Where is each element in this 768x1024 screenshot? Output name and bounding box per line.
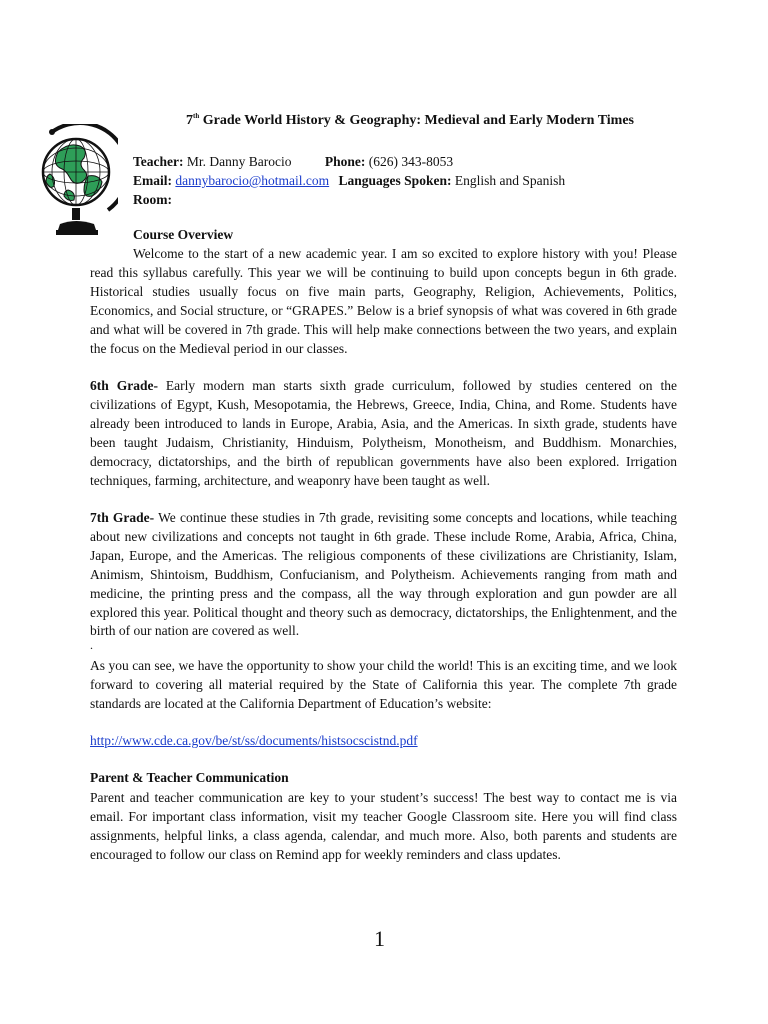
globe-icon: [38, 124, 118, 240]
course-overview-heading: Course Overview: [133, 227, 234, 242]
teacher-info: [133, 152, 565, 209]
welcome-paragraph: [90, 245, 677, 358]
teacher-row: [133, 152, 565, 171]
sixth-grade-text: Early modern man starts sixth grade curriculum, followed by studies centered on the civilizations of Egypt, Kush, Mesopotamia, the Hebrews, Greece, India, China, and Rome. Students have already been introduced to lands in Europe, Arabia, Asia, and the Americas. In sixth grade, students have been taught Judaism, Christianity, Hinduism, Polytheism, Monotheism, and Buddhism. Monarchies, democracy, dictatorships, and the birth of republican governments have also been explored. Irrigation techniques, farming, architecture, and weaponry have been taught as well.: [90, 378, 678, 488]
sixth-grade-paragraph: [90, 377, 677, 490]
world-paragraph: As you can see, we have the opportunity to show your child the world! This is an exciting time, and we look forward to covering all material required by the State of California this year. The complete 7th grade standards are located at the California Department of Education’s website:: [90, 658, 677, 711]
languages-label: Languages Spoken:: [338, 173, 452, 188]
seventh-grade-text: We continue these studies in 7th grade, revisiting some concepts and locations, while teaching about new civilizations and concepts not taught in 6th grade. These include Rome, Arabia, Africa, China, Japan, Europe, and the Americas. The religious components of these civilizations are Christianity, Islam, Animism, Shintoism, Buddhism, Confucianism, and Polytheism. Achievements ranging from math and medicine, the printing press and the compass, all the way through exploration and gun powder are all explored this year. Political thought and theory such as democracy, dictatorships, the Enlightenment, and the birth of our nation are covered as well.: [90, 510, 677, 639]
email-link[interactable]: dannybarocio@hotmail.com: [175, 173, 330, 188]
title-text: Grade World History & Geography: Medieval and Early Modern Times: [199, 113, 634, 128]
title-grade-suffix: th: [193, 112, 200, 120]
communication-heading: Parent & Teacher Communication: [90, 770, 289, 785]
room-label: Room:: [133, 192, 172, 207]
languages-value: English and Spanish: [454, 173, 566, 188]
teacher-label: Teacher:: [133, 154, 184, 169]
email-row: [133, 171, 565, 190]
communication-paragraph: Parent and teacher communication are key to your student’s success! The best way to contact me is via email. For important class information, visit my teacher Google Classroom site. Here you will find class assignments, helpful links, a class agenda, calendar, and much more. Also, both parents and students are encouraged to follow our class on Remind app for weekly reminders and class updates.: [90, 790, 677, 862]
room-row: [133, 190, 565, 209]
title-grade-number: 7: [186, 113, 193, 128]
standards-link[interactable]: http://www.cde.ca.gov/be/st/ss/documents/histsocscistnd.pdf: [90, 733, 418, 748]
phone-label: Phone:: [324, 154, 366, 169]
stray-dot: .: [90, 638, 93, 652]
sixth-grade-label: 6th Grade-: [90, 378, 158, 393]
phone-value: (626) 343-8053: [368, 154, 454, 169]
seventh-grade-paragraph: [90, 509, 677, 641]
teacher-name: Mr. Danny Barocio: [186, 154, 292, 169]
page-number: 1: [374, 926, 385, 951]
seventh-grade-label: 7th Grade-: [90, 510, 155, 525]
email-label: Email:: [133, 173, 172, 188]
welcome-text: Welcome to the start of a new academic year. I am so excited to explore history with you! Please read this syllabus carefully. This year we will be continuing to build upon concepts begun in 6th grade. Historical studies usually focus on five main parts, Geography, Religion, Achievements, Politics, Economics, and Social structure, or “GRAPES.” Below is a brief synopsis of what was covered in 6th grade and what will be covered in 7th grade. This will help make connections between the two years, and explain the focus on the Medieval period in our classes.: [90, 246, 677, 356]
page-title: [90, 113, 730, 129]
